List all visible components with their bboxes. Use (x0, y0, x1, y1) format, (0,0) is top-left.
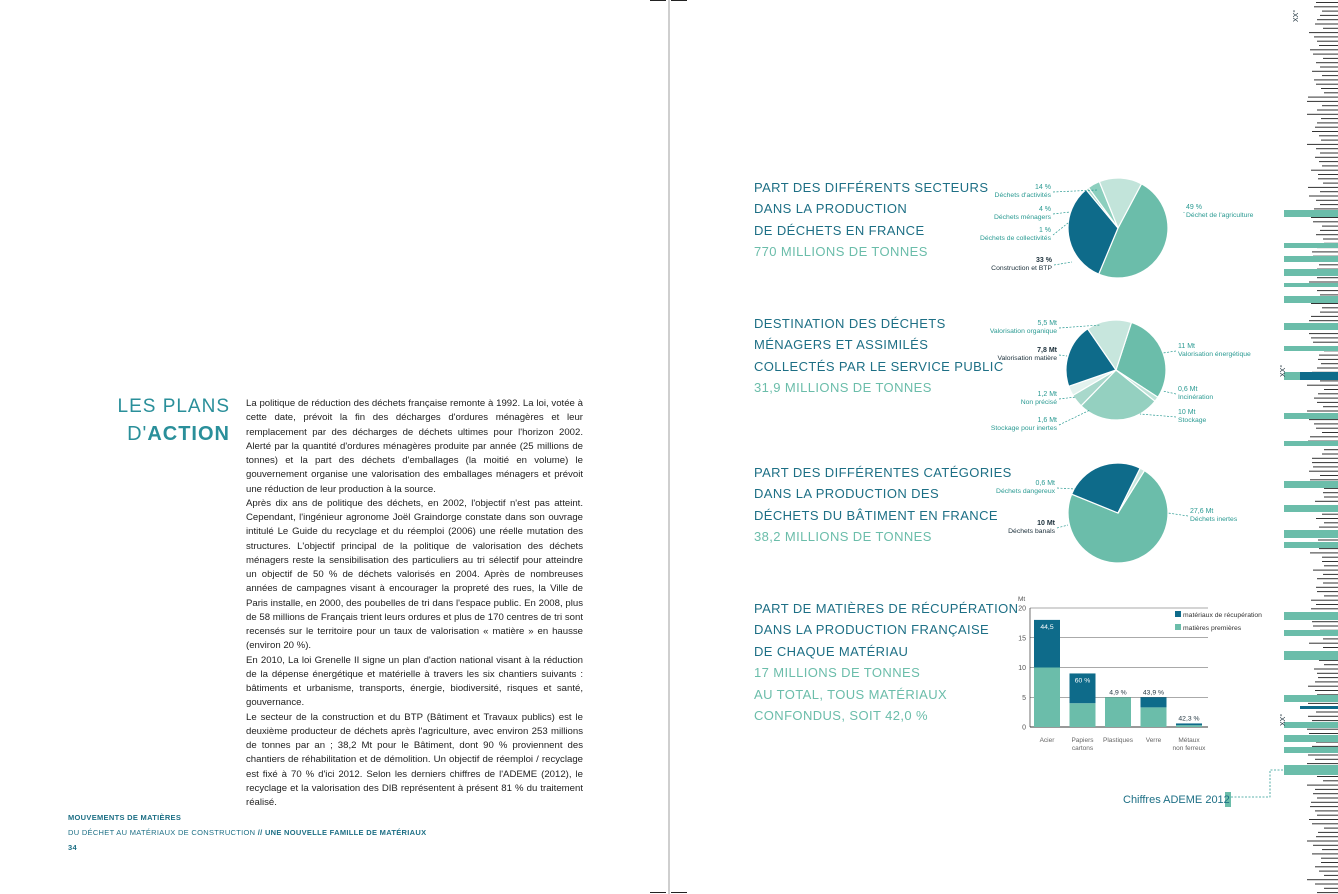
rule-tick (1316, 2, 1338, 3)
rule-band (1284, 765, 1338, 775)
rule-tick (1323, 647, 1338, 648)
slice-value-label: 1,6 Mt (1037, 417, 1057, 424)
footer-section-title: MOUVEMENTS DE MATIÈRES (68, 813, 182, 822)
rule-tick (1309, 819, 1338, 820)
rule-tick (1307, 785, 1338, 786)
slice-category-label: Valorisation matière (997, 355, 1057, 362)
rule-tick (1324, 875, 1338, 876)
slice-category-label: Déchets inertes (1190, 516, 1238, 523)
rule-tick (1313, 626, 1338, 627)
rule-tick (1318, 393, 1338, 394)
rule-tick (1312, 458, 1338, 459)
rule-tick (1307, 144, 1338, 145)
rule-band-dark (1300, 372, 1338, 380)
rule-band (1284, 210, 1338, 217)
slice-category-label: Déchet de l'agriculture (1186, 212, 1254, 219)
rule-tick (1308, 97, 1338, 98)
source-tag: Chiffres ADEME 2012 (1123, 794, 1230, 806)
bar-data-label: 44,5 (1040, 623, 1054, 631)
paragraph: Le secteur de la construction et du BTP (Bâtiment et Travaux publics) est le deuxième producteur de déchets après l'agriculture, avec environ 253 millions de tonnes par an ; 38,2 Mt pour le Bâtiment, dont 90 % proviennent des chantiers de réhabilitation et de démolition. Un objectif de réemploi / recyclage est fixé à 70 % d'ici 2012. Selon les derniers chiffres de l'ADEME (2012), le recyclage et la valorisation des DIB représentent à présent 81 % du traitement réalisé. (246, 711, 583, 808)
rule-tick (1319, 548, 1338, 549)
leader-line (1057, 488, 1075, 489)
rule-tick (1315, 501, 1338, 502)
x-category-label: non ferreux (1172, 745, 1206, 752)
chart-1-subtitle: 770 MILLIONS DE TONNES (754, 244, 928, 260)
section-heading-line1: LES PLANS (117, 396, 230, 417)
rule-tick (1316, 234, 1338, 235)
rule-tick (1316, 518, 1338, 519)
rule-tick (1313, 54, 1338, 55)
rule-tick (1311, 608, 1338, 609)
rule-tick (1323, 780, 1338, 781)
rule-band (1284, 735, 1338, 742)
margin-mark: XX° (1280, 713, 1287, 726)
rule-band (1284, 695, 1338, 702)
rule-band (1284, 530, 1338, 538)
rule-tick (1313, 793, 1338, 794)
rule-tick (1309, 733, 1338, 734)
paragraph: Après dix ans de politique des déchets, en 2002, l'objectif n'est pas atteint. Cependant, l'ingénieur agronome Joël Graindorge constate dans son ouvrage intitulé Le Guide du recyclage et du réemploi (2006) une réelle mutation des structures. L'objectif principal de la politique de valorisation des déchets ménagers reste la sensibilisation des particuliers au tri sélectif pour atteindre un objectif de 50 % de déchets valorisés en 2004. Après de nombreuses années de campagnes visant à encourager la propreté des rues, la Ville de Paris installe, en 2000, des poubelles de tri dans l'espace public. En 2008, plus de 58 millions de Français trient leurs ordures et plus de 170 centres de tri sont recensés sur le territoire pour un taux de valorisation « matière » en hausse (environ 20 %). (246, 497, 583, 652)
rule-tick (1308, 755, 1338, 756)
rule-tick (1323, 406, 1338, 407)
slice-value-label: 11 Mt (1178, 343, 1195, 350)
bar-data-label: 4,9 % (1109, 689, 1127, 697)
rule-tick (1323, 239, 1338, 240)
slice-category-label: Déchets ménagers (993, 214, 1051, 221)
leader-line (1168, 513, 1188, 516)
rule-tick (1312, 131, 1338, 132)
rule-tick (1324, 522, 1338, 523)
rule-band (1284, 630, 1338, 636)
rule-tick (1315, 127, 1338, 128)
chart-4-subtitle-line: 17 MILLIONS DE TONNES (754, 665, 921, 681)
legend-swatch (1175, 624, 1181, 630)
y-axis-label: Mt (1018, 596, 1026, 603)
rule-tick (1311, 217, 1338, 218)
paragraph: La politique de réduction des déchets française remonte à 1992. La loi, votée à cette date, prévoit la fin des décharges d'ordures ménagères et leur remplacement par des décharges de déchets ultimes pour l'horizon 2002. Alerté par la quantité d'ordures ménagères produite par année (25 millions de tonnes) et la part des déchets d'emballages (la moitié en volume) le gouvernement organise une valorisation des emballages ménagers et prévoit une réduction de leur production à la source. (246, 398, 583, 495)
rule-band (1284, 481, 1338, 488)
rule-tick (1312, 71, 1338, 72)
rule-band (1284, 323, 1338, 330)
rule-tick (1315, 884, 1338, 885)
rule-tick (1319, 264, 1338, 265)
rule-tick (1314, 208, 1338, 209)
rule-tick (1317, 798, 1338, 799)
leader-line (1059, 397, 1076, 399)
rule-tick (1315, 681, 1338, 682)
y-tick-label: 20 (1018, 605, 1026, 613)
rule-tick (1322, 514, 1338, 515)
rule-tick (1324, 565, 1338, 566)
rule-tick (1324, 828, 1338, 829)
slice-value-label: 4 % (1038, 206, 1051, 213)
rule-tick (1316, 428, 1338, 429)
rule-tick (1319, 45, 1338, 46)
slice-value-label: 27,6 Mt (1190, 508, 1214, 515)
y-tick-label: 15 (1018, 635, 1026, 643)
rule-tick (1311, 303, 1338, 304)
rule-tick (1322, 165, 1338, 166)
rule-tick (1316, 604, 1338, 605)
rule-band (1284, 505, 1338, 512)
slice-category-label: Valorisation énergétique (1178, 351, 1251, 358)
bar-segment (1034, 668, 1060, 728)
leader-line (1054, 262, 1072, 265)
rule-band (1284, 243, 1338, 248)
rule-tick (1323, 183, 1338, 184)
rule-tick (1317, 290, 1338, 291)
rule-tick (1311, 600, 1338, 601)
slice-value-label: 5,5 Mt (1037, 320, 1057, 327)
rule-tick (1313, 466, 1338, 467)
rule-tick (1311, 802, 1338, 803)
slice-category-label: Déchets dangereux (996, 488, 1055, 495)
slice-value-label: 1 % (1038, 227, 1051, 234)
rule-tick (1317, 776, 1338, 777)
rule-tick (1307, 729, 1338, 730)
slice-category-label: Déchets d'activités (994, 192, 1051, 199)
rule-tick (1318, 359, 1338, 360)
rule-tick (1319, 355, 1338, 356)
rule-tick (1316, 62, 1338, 63)
rule-band (1284, 747, 1338, 753)
rule-tick (1313, 845, 1338, 846)
chart-4-title-line: DANS LA PRODUCTION FRANÇAISE (754, 622, 990, 638)
rule-tick (1309, 282, 1338, 283)
breadcrumb-separator: // (255, 828, 265, 837)
y-tick-label: 10 (1018, 665, 1026, 672)
rule-tick (1310, 552, 1338, 553)
legend-label: matières premières (1183, 625, 1242, 632)
rule-tick (1308, 187, 1338, 188)
rule-tick (1317, 591, 1338, 592)
rule-band (1284, 441, 1338, 446)
rule-tick (1314, 423, 1338, 424)
chart-2-subtitle: 31,9 MILLIONS DE TONNES (754, 380, 932, 396)
rule-tick (1309, 643, 1338, 644)
rule-tick (1317, 277, 1338, 278)
rule-tick (1320, 312, 1338, 313)
leader-line (1053, 212, 1070, 214)
breadcrumb-bold: UNE NOUVELLE FAMILLE DE MATÉRIAUX (264, 828, 427, 837)
rule-band (1284, 283, 1338, 287)
rule-band-dark (1300, 706, 1338, 709)
slice-value-label: 7,8 Mt (1037, 347, 1057, 354)
rule-tick (1324, 389, 1338, 390)
margin-mark: XX° (1293, 9, 1300, 22)
rule-tick (1307, 114, 1338, 115)
rule-tick (1312, 621, 1338, 622)
rule-tick (1317, 402, 1338, 403)
rule-band (1284, 542, 1338, 548)
rule-tick (1324, 497, 1338, 498)
rule-tick (1316, 200, 1338, 201)
rule-tick (1324, 488, 1338, 489)
rule-tick (1320, 204, 1338, 205)
legend-label: matériaux de récupération (1183, 612, 1262, 619)
rule-tick (1317, 110, 1338, 111)
rule-tick (1313, 570, 1338, 571)
rule-tick (1312, 746, 1338, 747)
rule-tick (1315, 157, 1338, 158)
rule-tick (1321, 363, 1338, 364)
chart-2-title-line: COLLECTÉS PAR LE SERVICE PUBLIC (754, 358, 1004, 374)
chart-3-subtitle: 38,2 MILLIONS DE TONNES (754, 529, 932, 545)
slice-category-label: Déchets de collectivités (979, 235, 1051, 242)
rule-tick (1315, 690, 1338, 691)
rule-band (1284, 256, 1338, 262)
rule-tick (1314, 398, 1338, 399)
rule-tick (1308, 703, 1338, 704)
rule-band (1284, 722, 1338, 728)
rule-tick (1323, 638, 1338, 639)
rule-tick (1320, 67, 1338, 68)
rule-band (1284, 296, 1338, 303)
slice-value-label: 10 Mt (1178, 409, 1196, 416)
rule-tick (1320, 191, 1338, 192)
leader-line (1059, 410, 1090, 425)
x-category-label: Plastiques (1103, 737, 1133, 744)
rule-tick (1316, 712, 1338, 713)
bar-data-label: 43,9 % (1142, 689, 1165, 697)
rule-tick (1317, 41, 1338, 42)
slice-category-label: Incinération (1178, 394, 1214, 401)
rule-tick (1320, 15, 1338, 16)
rule-tick (1312, 823, 1338, 824)
rule-tick (1307, 385, 1338, 386)
rule-tick (1314, 79, 1338, 80)
rule-tick (1314, 6, 1338, 7)
page-number: 34 (68, 843, 77, 852)
bar-segment (1141, 707, 1167, 727)
chart-1-title-line: PART DES DIFFÉRENTS SECTEURS (754, 180, 989, 195)
slice-category-label: Stockage pour inertes (990, 425, 1057, 432)
leader-line (1057, 525, 1068, 528)
rule-tick (1315, 866, 1338, 867)
slice-category-label: Valorisation organique (989, 328, 1057, 335)
rule-tick (1317, 892, 1338, 893)
slice-value-label: 33 % (1036, 257, 1052, 264)
y-tick-label: 0 (1022, 724, 1026, 732)
rule-tick (1318, 178, 1338, 179)
rule-tick (1313, 342, 1338, 343)
rule-tick (1322, 561, 1338, 562)
chart-3-title-line: DANS LA PRODUCTION DES (754, 486, 940, 502)
rule-tick (1322, 849, 1338, 850)
rule-band (1284, 612, 1338, 620)
rule-tick (1317, 122, 1338, 123)
rule-tick (1311, 337, 1338, 338)
rule-tick (1309, 333, 1338, 334)
rule-tick (1321, 858, 1338, 859)
x-category-label: Verre (1145, 737, 1162, 744)
leader-line (1059, 355, 1067, 356)
leader-line (1163, 351, 1176, 353)
rule-tick (1317, 368, 1338, 369)
rule-tick (1308, 686, 1338, 687)
slice-value-label: 0,6 Mt (1035, 480, 1055, 487)
leader-line (1140, 414, 1176, 417)
rule-tick (1309, 320, 1338, 321)
rule-tick (1320, 475, 1338, 476)
rule-tick (1323, 492, 1338, 493)
chart-2-title-line: DESTINATION DES DÉCHETS (754, 316, 946, 331)
rule-tick (1308, 716, 1338, 717)
rule-tick (1318, 832, 1338, 833)
rule-tick (1317, 578, 1338, 579)
chart-1-title-line: DANS LA PRODUCTION (754, 201, 908, 217)
bar-data-label: 42,3 % (1178, 715, 1200, 723)
rule-tick (1314, 669, 1338, 670)
breadcrumb-main: DU DÉCHET AU MATÉRIAUX DE CONSTRUCTION (68, 828, 256, 837)
rule-tick (1323, 583, 1338, 584)
rule-tick (1307, 841, 1338, 842)
rule-tick (1322, 454, 1338, 455)
slice-value-label: 0,6 Mt (1178, 386, 1198, 393)
slice-value-label: 1,2 Mt (1037, 391, 1057, 398)
bar-segment (1176, 723, 1202, 725)
rule-tick (1319, 135, 1338, 136)
bar-segment (1070, 703, 1096, 727)
rule-tick (1313, 221, 1338, 222)
chart-4-title-line: PART DE MATIÈRES DE RÉCUPÉRATION (754, 601, 1019, 616)
rule-tick (1324, 664, 1338, 665)
bar-data-label: 60 % (1074, 677, 1091, 685)
rule-tick (1319, 161, 1338, 162)
x-category-label: cartons (1071, 745, 1094, 752)
slice-category-label: Déchets banals (1008, 528, 1055, 535)
rule-tick (1322, 432, 1338, 433)
legend-swatch (1175, 611, 1181, 617)
rule-band (1284, 269, 1338, 276)
bar-segment (1176, 725, 1202, 727)
rule-tick (1312, 853, 1338, 854)
slice-value-label: 14 % (1035, 184, 1051, 191)
x-category-label: Métaux (1178, 737, 1200, 744)
rule-tick (1318, 540, 1338, 541)
rule-tick (1310, 49, 1338, 50)
rule-tick (1320, 230, 1338, 231)
rule-tick (1322, 226, 1338, 227)
chart-3-title-line: DÉCHETS DU BÂTIMENT EN FRANCE (754, 507, 998, 523)
chart-4-subtitle-line: AU TOTAL, TOUS MATÉRIAUX (754, 686, 948, 702)
rule-tick (1321, 862, 1338, 863)
rule-tick (1316, 836, 1338, 837)
rule-tick (1317, 19, 1338, 20)
bar-segment (1141, 697, 1167, 707)
rule-tick (1321, 140, 1338, 141)
rule-tick (1311, 316, 1338, 317)
rule-tick (1317, 673, 1338, 674)
slice-value-label: 10 Mt (1037, 520, 1055, 527)
x-category-label: Acier (1039, 737, 1055, 744)
rule-tick (1310, 806, 1338, 807)
rule-tick (1309, 196, 1338, 197)
rule-tick (1315, 759, 1338, 760)
rule-tick (1316, 148, 1338, 149)
heading-bold-word: ACTION (147, 423, 230, 445)
rule-tick (1318, 174, 1338, 175)
rule-tick (1324, 888, 1338, 889)
slice-category-label: Stockage (1178, 417, 1207, 424)
rule-tick (1322, 557, 1338, 558)
rule-tick (1320, 380, 1338, 381)
paragraph: En 2010, La loi Grenelle II signe un plan d'action national visant à la réduction de la dépense énergétique et matérielle à travers les six chantiers suivants : bâtiments et urbanisme, transports, énergie, biodiversité, risques et santé, gouvernance. (246, 654, 583, 709)
bar-segment (1105, 697, 1131, 727)
rule-tick (1307, 101, 1338, 102)
rule-tick (1307, 411, 1338, 412)
rule-tick (1322, 75, 1338, 76)
rule-tick (1315, 24, 1338, 25)
rule-tick (1316, 84, 1338, 85)
rule-tick (1322, 105, 1338, 106)
heading-prefix: D' (127, 423, 148, 445)
chart-1-title-line: DE DÉCHETS EN FRANCE (754, 222, 925, 238)
rule-tick (1315, 810, 1338, 811)
rule-tick (1324, 449, 1338, 450)
rule-tick (1311, 170, 1338, 171)
rule-tick (1320, 153, 1338, 154)
rule-tick (1316, 587, 1338, 588)
rule-tick (1319, 660, 1338, 661)
rule-tick (1317, 815, 1338, 816)
rule-tick (1307, 879, 1338, 880)
rule-band (1284, 346, 1338, 351)
rule-tick (1312, 462, 1338, 463)
y-tick-label: 5 (1022, 694, 1026, 702)
leader-line (1163, 391, 1176, 394)
margin-mark: XX° (1280, 364, 1287, 377)
rule-band (1284, 413, 1338, 419)
slice-category-label: Non précisé (1020, 399, 1057, 406)
rule-tick (1319, 527, 1338, 528)
slice-category-label: Construction et BTP (991, 265, 1052, 272)
rule-tick (1322, 11, 1338, 12)
rule-tick (1324, 595, 1338, 596)
slice-value-label: 49 % (1186, 204, 1202, 211)
rule-tick (1319, 871, 1338, 872)
rule-tick (1320, 294, 1338, 295)
rule-band (1284, 651, 1338, 660)
rule-tick (1324, 92, 1338, 93)
rule-tick (1323, 574, 1338, 575)
rule-tick (1321, 88, 1338, 89)
chart-2-title-line: MÉNAGERS ET ASSIMILÉS (754, 337, 929, 353)
x-category-label: Papiers (1071, 737, 1094, 744)
rule-tick (1309, 471, 1338, 472)
rule-tick (1323, 58, 1338, 59)
rule-tick (1323, 28, 1338, 29)
chart-3-title-line: PART DES DIFFÉRENTES CATÉGORIES (754, 465, 1012, 480)
leader-line (1053, 223, 1068, 235)
chart-4-subtitle-line: CONFONDUS, SOIT 42,0 % (754, 708, 928, 724)
margin-rule-strip (1278, 0, 1338, 894)
rule-tick (1314, 36, 1338, 37)
rule-tick (1312, 720, 1338, 721)
rule-tick (1307, 763, 1338, 764)
chart-4-title-line: DE CHAQUE MATÉRIAU (754, 643, 909, 659)
rule-tick (1310, 436, 1338, 437)
rule-tick (1318, 677, 1338, 678)
rule-tick (1315, 789, 1338, 790)
rule-tick (1312, 251, 1338, 252)
rule-tick (1309, 32, 1338, 33)
rule-tick (1322, 307, 1338, 308)
rule-tick (1321, 118, 1338, 119)
rule-tick (1310, 479, 1338, 480)
rule-tick (1309, 419, 1338, 420)
